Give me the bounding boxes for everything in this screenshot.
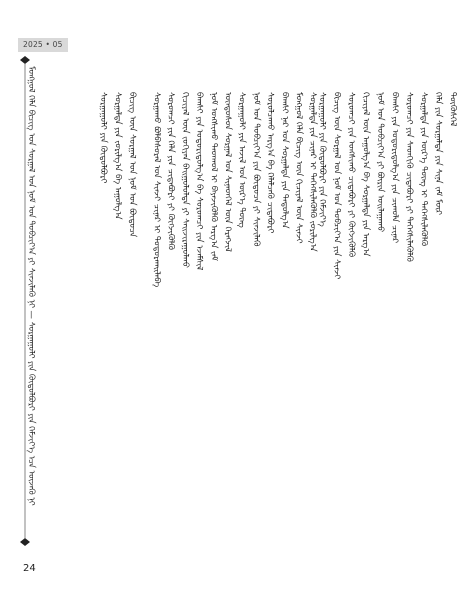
issue-date-tab: 2025 • 05: [18, 38, 68, 52]
text-line: ᠨᠣᠮ ᠤᠨ ᠲᠣᠪᠴᠢᠶ᠎ᠠ ᠶᠢᠨ ᠪᠦᠲᠦᠴᠡ ᠶᠢ ᠰᠢᠨᠵᠢᠯᠡᠬᠦ: [250, 92, 261, 247]
text-line: ᠪᠠᠭᠰᠢ ᠶᠢᠨ ᠤᠳᠤᠷᠢᠳᠤᠯᠭ᠎ᠠ ᠪᠠ ᠰᠤᠷᠤᠭᠴᠢ ᠶᠢᠨ ᠡᠵᠡᠮᠰᠢᠯ: [194, 92, 205, 271]
text-line: ᠰᠤᠷᠭᠠᠬᠤ ᠪᠣᠯᠪᠠᠰᠤᠷᠠᠯ ᠤᠨ ᠰᠢᠨᠵᠢ ᠴᠢᠨᠠᠷ ᠢ ᠲᠣᠳᠣᠷᠬᠠᠢᠯᠠᠪᠠ: [151, 92, 162, 288]
text-line: ᠰᠤᠷᠭᠠᠭᠤᠯᠢ ᠶᠢᠨ ᠬᠥᠲᠦᠯᠪᠦᠷᠢ: [98, 92, 108, 184]
text-line: ᠰᠤᠷᠤᠭᠴᠢ ᠶᠢᠨ ᠰᠡᠳᠬᠢᠬᠦ ᠴᠢᠳᠠᠪᠤᠷᠢ ᠶᠢ ᠳᠡᠭᠡᠭᠰᠢᠯᠡᠭᠦᠯᠬᠦ: [404, 92, 414, 262]
text-line: ᠬᠡᠯᠡ ᠶᠢᠨ ᠰᠤᠷᠭᠠᠯᠲᠠ ᠶᠢᠨ ᠰᠢᠨᠡ ᠵᠠᠮ ᠮᠥᠷ: [433, 92, 443, 216]
side-title: ᠮᠣᠩᠭᠣᠯ ᠬᠡᠯᠡ ᠪᠢᠴᠢᠭ ᠤᠨ ᠰᠤᠷᠭᠠᠯ ᠤᠨ ᠨᠣᠮ ᠤᠨ ᠲᠣᠪᠴᠢᠶ᠎ᠠ ᠶᠢ ᠰᠢᠨᠵᠢᠯᠡᠬᠦ ᠨᠢ — ᠰᠤᠷᠭᠠᠭᠤᠯᠢ ᠶᠢᠨ ᠬᠥᠲᠦᠯᠪᠦᠷᠢ ᠶᠢᠨ ᠬᠡᠮᠵᠢᠶ᠎ᠡ ᠡᠴᠡ ᠦᠵᠡᠬᠦ ᠨᠢ: [27, 66, 37, 506]
text-line: ᠰᠤᠷᠭᠠᠭᠤᠯᠢ ᠶᠢᠨ ᠠᠵᠢᠯ ᠤᠨ ᠦᠷ᠎ᠡ ᠳᠦᠩ: [236, 92, 247, 228]
page-number: 24: [23, 563, 36, 574]
text-line: ᠰᠤᠷᠭᠠᠯᠲᠠ ᠶᠢᠨ ᠵᠣᠷᠢᠯᠭ᠎ᠠ ᠪᠠ ᠠᠭᠤᠯᠭ᠎ᠠ: [112, 92, 123, 220]
text-line: ᠮᠣᠩᠭᠣᠯ ᠬᠡᠯᠡ ᠪᠢᠴᠢᠭ ᠦᠨ ᠬᠢᠴᠢᠶᠡᠯ ᠦᠨ ᠰᠢᠨᠵᠢ: [293, 92, 304, 244]
text-line: ᠬᠢᠴᠢᠶᠡᠯ ᠦᠨ ᠠᠭᠤᠯᠭ᠎ᠠ ᠪᠠ ᠰᠤᠷᠭᠠᠯᠲᠠ ᠶᠢᠨ ᠠᠷᠭ᠎ᠠ: [360, 92, 371, 257]
text-line: ᠨᠣᠮ ᠤᠨ ᠲᠣᠪᠴᠢᠶ᠎ᠠ ᠶᠢ ᠪᠦᠷᠢᠨ ᠣᠢᠯᠠᠭᠠᠬᠤ: [375, 92, 385, 233]
text-line: ᠲᠥᠭᠦᠰᠬᠡᠯ: [447, 92, 458, 127]
text-line: ᠰᠤᠷᠤᠯᠴᠠᠬᠤ ᠠᠷᠭ᠎ᠠ ᠪᠠ ᠬᠡᠯᠡᠯᠴᠡᠬᠦ ᠴᠢᠳᠠᠪᠤᠷᠢ: [265, 92, 276, 234]
text-line: ᠪᠠᠭᠰᠢ ᠶᠢᠨ ᠤᠳᠤᠷᠢᠳᠤᠯᠭ᠎ᠠ ᠶᠢᠨ ᠴᠢᠬᠤᠯᠠ ᠴᠢᠨᠠᠷ: [389, 92, 400, 244]
text-line: ᠪᠢᠴᠢᠭ ᠦᠨ ᠰᠤᠷᠭᠠᠯ ᠤᠨ ᠨᠣᠮ ᠤᠨ ᠪᠦᠲᠦᠴᠡ: [127, 92, 137, 238]
text-line: ᠪᠢᠴᠢᠭ ᠦᠨ ᠰᠤᠷᠭᠠᠯ ᠤᠨ ᠨᠣᠮ ᠤᠨ ᠲᠣᠪᠴᠢᠶ᠎ᠠ ᠶᠢᠨ ᠰᠢᠨᠵᠢ: [331, 92, 342, 280]
text-line: ᠪᠠᠭᠰᠢ ᠨᠠᠷ ᠤᠨ ᠰᠤᠷᠭᠠᠯᠲᠠ ᠶᠢᠨ ᠳᠠᠳᠤᠯᠭ᠎ᠠ: [279, 92, 290, 229]
text-line: ᠬᠢᠴᠢᠶᠡᠯ ᠦᠨ ᠵᠣᠬᠢᠶᠠᠨ ᠪᠠᠢᠭᠤᠯᠤᠯᠲᠠ ᠶᠢ ᠰᠠᠢᠵᠢᠷᠠᠭᠤᠯᠬᠤ: [179, 92, 190, 268]
text-line: ᠰᠤᠷᠭᠠᠭᠤᠯᠢ ᠶᠢᠨ ᠬᠥᠲᠦᠯᠪᠦᠷᠢ ᠶᠢᠨ ᠬᠡᠮᠵᠢᠶ᠎ᠡ: [317, 92, 327, 227]
text-line: ᠦᠨᠳᠦᠰᠦᠨ ᠰᠤᠷᠭᠠᠯ ᠤᠨ ᠰᠢᠨᠡᠳᠬᠡᠯ ᠦᠨ ᠬᠡᠷᠡᠭᠵᠢᠯ: [222, 92, 233, 252]
text-line: ᠨᠣᠮ ᠤᠩᠰᠢᠬᠤ ᠳᠠᠳᠬᠤᠯ ᠢ ᠪᠡᠶᠡᠵᠢᠭᠦᠯᠬᠦ ᠠᠷᠭ᠎ᠠ ᠵᠠᠮ: [208, 92, 219, 261]
text-line: ᠰᠤᠷᠤᠭᠴᠢ ᠶᠢᠨ ᠬᠡᠯᠡ ᠶᠢᠨ ᠴᠢᠳᠠᠪᠤᠷᠢ ᠶᠢ ᠬᠥᠭᠵᠢᠭᠦᠯᠬᠦ: [165, 92, 176, 250]
text-line: ᠰᠤᠷᠤᠭᠴᠢ ᠶᠢᠨ ᠤᠩᠰᠢᠬᠤ ᠴᠢᠳᠠᠪᠤᠷᠢ ᠶᠢ ᠬᠥᠭᠵᠢᠭᠦᠯᠬᠦ: [346, 92, 356, 258]
text-line: ᠰᠤᠷᠭᠠᠯᠲᠠ ᠶᠢᠨ ᠴᠢᠨᠠᠷ ᠢ ᠳᠡᠭᠡᠭᠰᠢᠯᠡᠭᠦᠯᠬᠦ ᠵᠣᠷᠢᠯᠭ᠎ᠠ: [307, 92, 318, 252]
text-line: ᠰᠤᠷᠭᠠᠯᠲᠠ ᠶᠢᠨ ᠦᠷ᠎ᠡ ᠳᠦᠩ ᠢ ᠳᠡᠭᠡᠭᠰᠢᠯᠡᠭᠦᠯᠬᠦ: [418, 92, 429, 247]
